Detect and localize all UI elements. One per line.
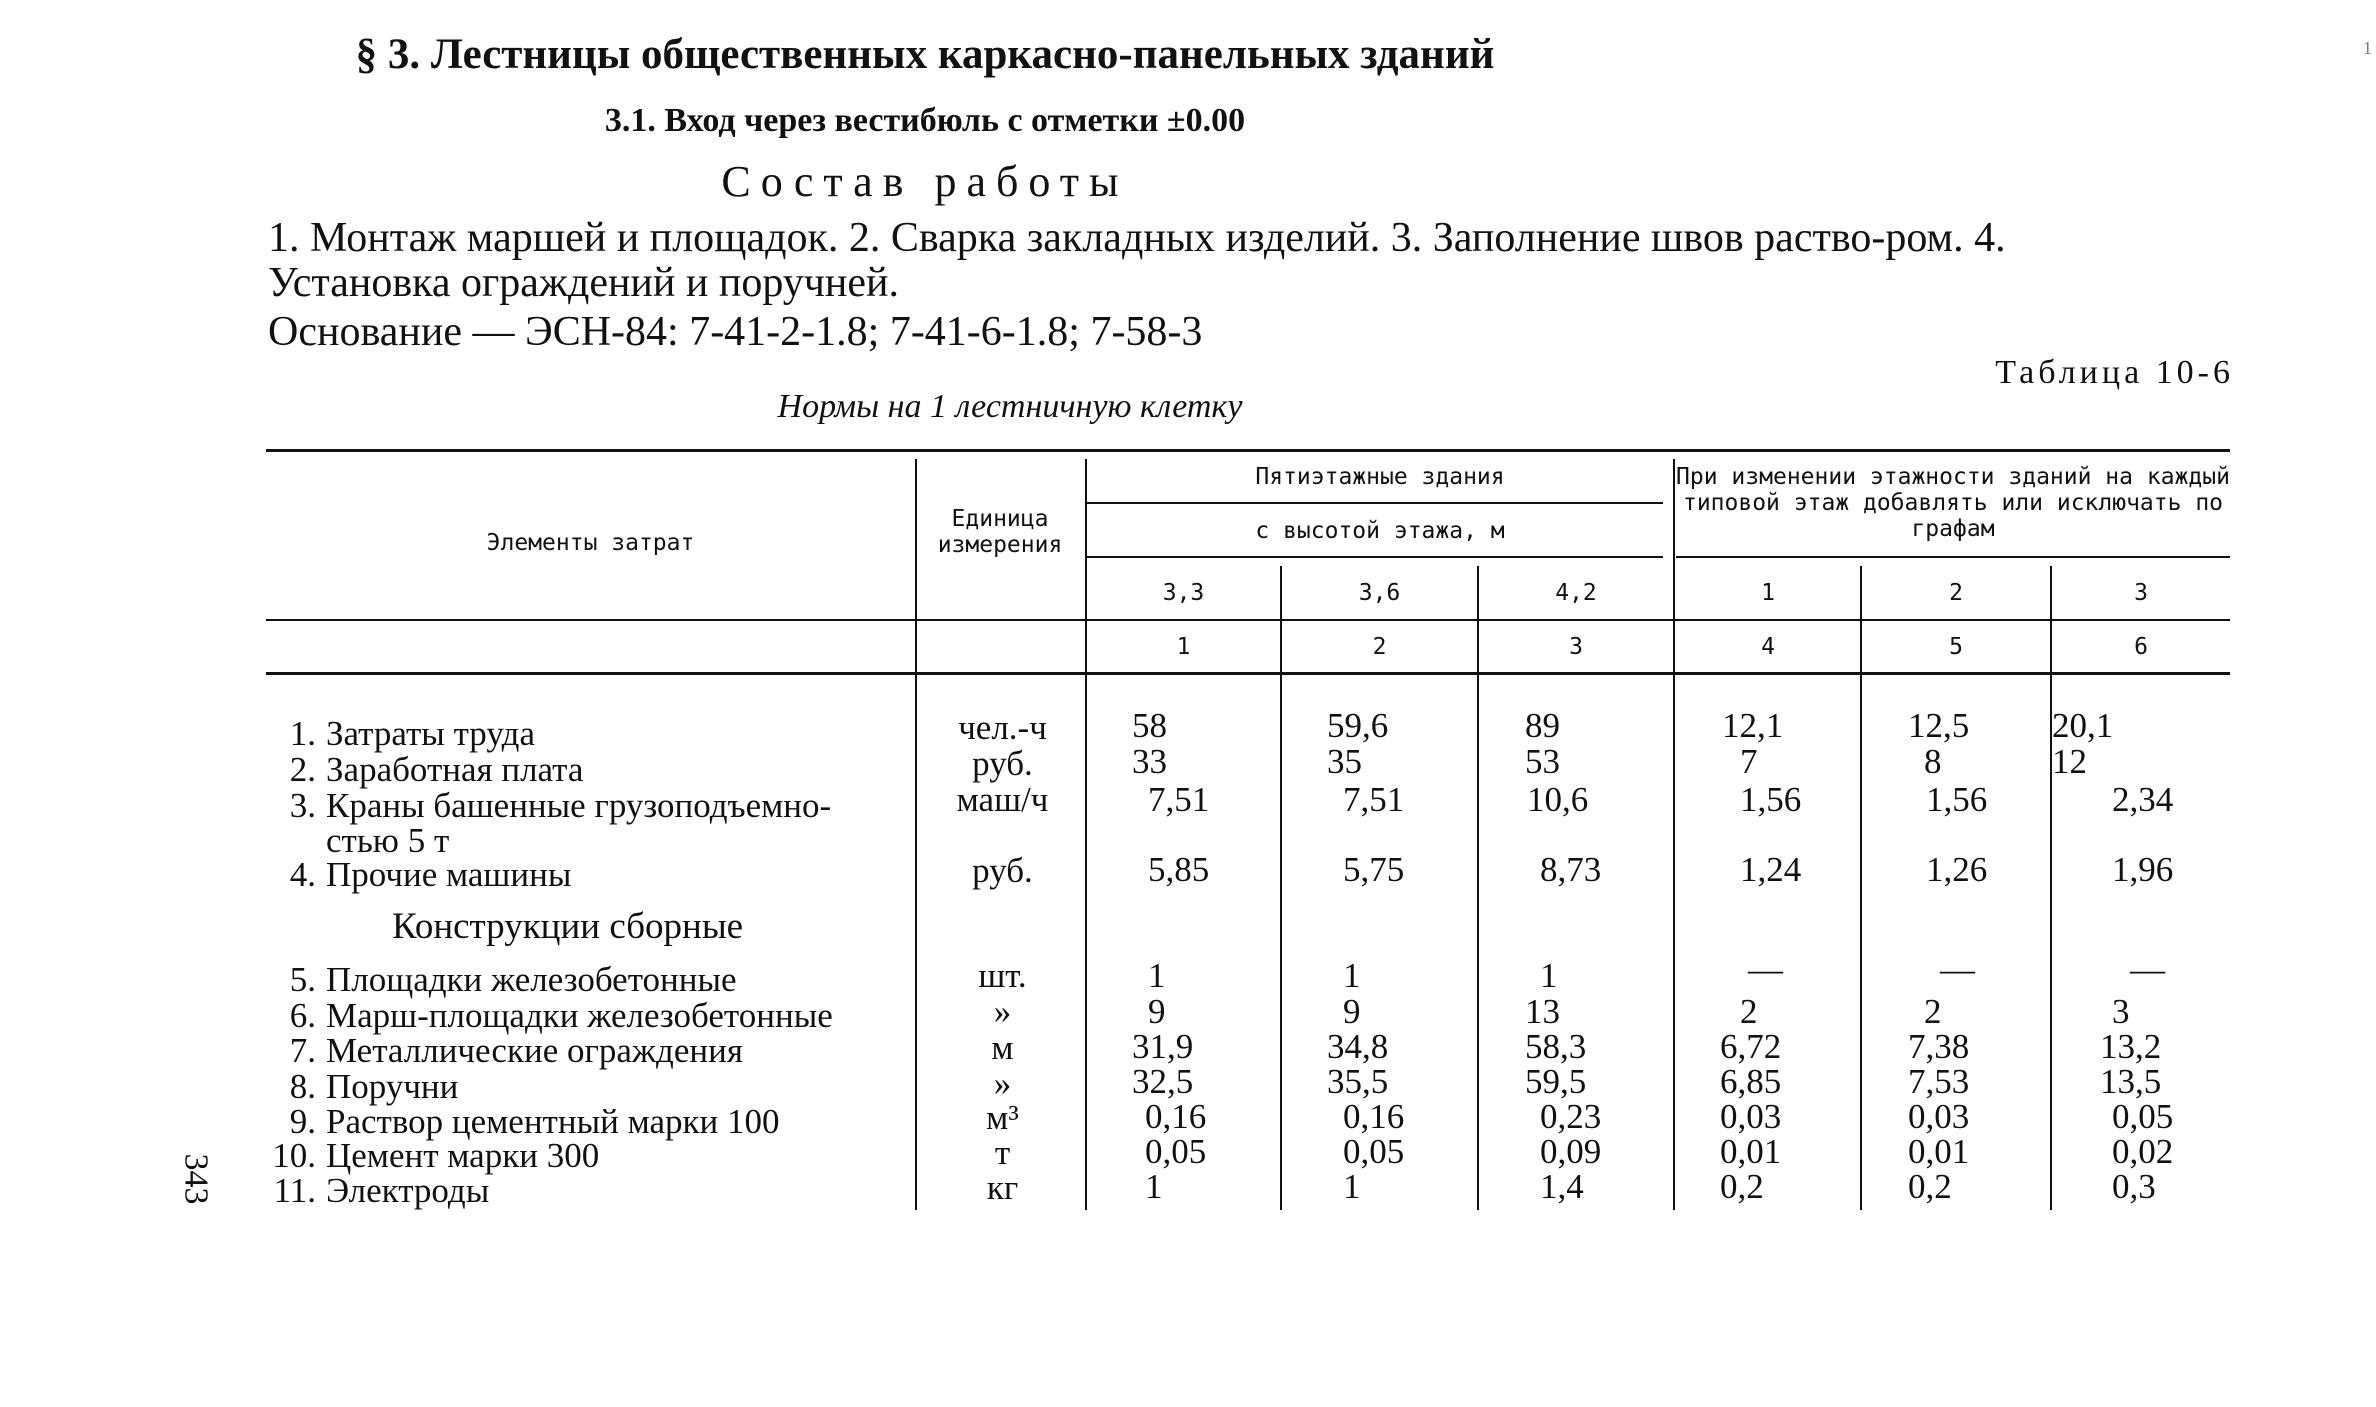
basis-line: Основание — ЭСН-84: 7-41-2-1.8; 7-41-6-1.8; 7-58-3 [268,309,1203,355]
row-number: 3. [289,786,316,825]
row-unit: кг [986,1168,1019,1207]
row-name [258,1069,458,1105]
table-caption: Нормы на 1 лестничную клетку [777,388,1243,425]
value-cell: 12,5 [1908,706,1970,745]
value-cell: 8 [1924,742,1942,781]
row-number: 6. [289,996,316,1035]
header-height-3-6: 3,6 [1358,580,1401,606]
value-cell: 1,4 [1540,1167,1584,1206]
row-label: Площадки железобетонные [326,960,737,999]
value-cell: 0,2 [1908,1167,1952,1206]
row-label: Краны башенные грузоподъемно- [326,786,832,825]
row-name [258,1104,780,1140]
row-unit: руб. [972,744,1033,783]
row-unit: » [993,1064,1012,1103]
value-cell: 0,3 [2112,1167,2156,1206]
row-unit: м [991,1028,1014,1067]
row-label: Электроды [326,1171,490,1210]
value-cell: 1,24 [1740,850,1802,889]
value-cell: 13 [1525,992,1560,1031]
value-cell: 34,8 [1327,1027,1389,1066]
value-cell: 7,38 [1908,1027,1970,1066]
row-label: Раствор цементный марки 100 [326,1102,780,1141]
row-unit: маш/ч [956,780,1049,819]
value-cell: 0,05 [1343,1132,1405,1171]
value-cell: 6,85 [1720,1062,1782,1101]
col-number-3: 3 [1569,634,1583,660]
value-cell: — [1748,950,1783,989]
value-cell: — [1940,950,1975,989]
value-cell: 32,5 [1132,1062,1194,1101]
value-cell: 1 [1145,1167,1163,1206]
value-cell: 8,73 [1540,850,1602,889]
row-number: 9. [289,1102,316,1141]
row-unit: шт. [978,956,1027,995]
col-number-1: 1 [1176,634,1191,660]
col-rule-6 [2050,566,2052,1210]
value-cell: 1 [1343,956,1361,995]
value-cell: 7,51 [1343,780,1405,819]
value-cell: 12,1 [1722,706,1784,745]
value-cell: 7,53 [1908,1062,1970,1101]
row-label: Затраты труда [326,714,535,753]
value-cell: 53 [1525,742,1560,781]
subsection-title: 3.1. Вход через вестибюль с отметки ±0.00 [604,102,1246,139]
table-top-rule [266,449,2230,452]
value-cell: 20,1 [2052,706,2114,745]
value-cell: 1,96 [2112,850,2174,889]
value-cell: 7,51 [1148,780,1210,819]
value-cell: 9 [1343,992,1361,1031]
value-cell: 9 [1148,992,1166,1031]
row-number: 1. [289,714,316,753]
row-number: 8. [289,1067,316,1106]
col-number-2: 2 [1372,634,1387,660]
value-cell: 1,26 [1926,850,1988,889]
row-name [258,1173,489,1209]
value-cell: 31,9 [1132,1027,1194,1066]
col-rule-2 [1280,566,1282,1210]
row-label: Поручни [326,1067,459,1106]
section-title: § 3. Лестницы общественных каркасно-панельных зданий [355,31,1495,78]
value-cell: 33 [1132,742,1167,781]
header-rule-five-story [1087,502,1663,504]
header-height-4-2: 4,2 [1555,580,1597,606]
row-unit: руб. [972,851,1033,890]
value-cell: 3 [2112,992,2130,1031]
header-bottom-rule [266,672,2230,675]
value-cell: 5,75 [1343,850,1405,889]
header-unit: Единица измерения [937,506,1063,558]
value-cell: 12 [2052,742,2087,781]
value-cell: 1 [1343,1167,1361,1206]
value-cell: 0,2 [1720,1167,1764,1206]
header-floor-change: При изменении этажности зданий на каждый типовой этаж добавлять или исключать по графам [1676,464,2230,542]
value-cell: 1,56 [1740,780,1802,819]
row-number: 2. [289,750,316,789]
col-number-4: 4 [1761,634,1775,660]
row-name [258,716,535,752]
row-name [258,998,833,1034]
work-heading: Состав работы [721,157,1129,206]
col-rule-5 [1860,566,1862,1210]
row-unit: чел.-ч [958,708,1047,747]
header-rule-heights [266,619,2230,621]
row-number: 11. [273,1171,316,1210]
value-cell: 7 [1740,742,1758,781]
value-cell: 2,34 [2112,780,2174,819]
value-cell: 0,01 [1720,1132,1782,1171]
row-number: 10. [272,1136,316,1175]
value-cell: 0,16 [1343,1097,1405,1136]
value-cell: 2 [1924,992,1942,1031]
col-rule-4 [1673,459,1675,1210]
row-name [258,1138,599,1174]
col-number-6: 6 [2134,634,2148,660]
row-unit: » [993,992,1012,1031]
value-cell: 35,5 [1327,1062,1389,1101]
value-cell: 13,5 [2100,1062,2162,1101]
value-cell: 0,03 [1908,1097,1970,1136]
row-label: Цемент марки 300 [326,1136,600,1175]
row-label: Прочие машины [326,855,572,894]
row-number: 7. [289,1031,316,1070]
row-name [258,857,571,893]
row-label: Металлические ограждения [326,1031,743,1070]
row-label-continuation: стью 5 т [326,821,450,860]
value-cell: 0,23 [1540,1097,1602,1136]
value-cell: 58,3 [1525,1027,1587,1066]
page-number: 343 [177,1153,215,1205]
header-rule-floor-height [1087,556,1663,558]
value-cell: 0,05 [1145,1132,1207,1171]
value-cell: 2 [1740,992,1758,1031]
table-label: Таблица 10-6 [1995,354,2234,391]
value-cell: 5,85 [1148,850,1210,889]
header-change-col-2: 2 [1949,580,1963,606]
value-cell: 35 [1327,742,1362,781]
row-unit: м³ [986,1098,1019,1137]
row-name [258,962,737,998]
header-elements: Элементы затрат [486,530,695,556]
value-cell: 58 [1132,706,1167,745]
row-number: 5. [289,960,316,999]
corner-mark: 1 [2363,38,2372,58]
row-label: Марш-площадки железобетонные [326,996,833,1035]
row-name [258,1033,743,1069]
value-cell: 1,56 [1926,780,1988,819]
value-cell: 0,16 [1145,1097,1207,1136]
value-cell: 13,2 [2100,1027,2162,1066]
row-label: Заработная плата [326,750,584,789]
col-rule-3 [1477,566,1479,1210]
value-cell: 59,6 [1327,706,1389,745]
value-cell: 0,01 [1908,1132,1970,1171]
row-unit: т [994,1133,1011,1172]
value-cell: 89 [1525,706,1560,745]
row-name [258,752,583,788]
header-height-3-3: 3,3 [1162,580,1205,606]
value-cell: 10,6 [1527,780,1589,819]
header-five-story: Пятиэтажные здания [1255,464,1505,490]
value-cell: 0,05 [2112,1097,2174,1136]
value-cell: 59,5 [1525,1062,1587,1101]
value-cell: 1 [1540,956,1558,995]
work-description: 1. Монтаж маршей и площадок. 2. Сварка закладных изделий. 3. Заполнение швов раство-ром. 4. Установка ограждений и поручней. [268,215,2006,306]
value-cell: 0,09 [1540,1132,1602,1171]
row-name [258,788,831,824]
header-change-col-3: 3 [2134,580,2148,606]
value-cell: 0,02 [2112,1132,2174,1171]
value-cell: — [2130,950,2165,989]
header-rule-floor-change [1676,556,2230,558]
group-title: Конструкции сборные [392,906,744,947]
header-change-col-1: 1 [1761,580,1775,606]
value-cell: 1 [1148,956,1166,995]
value-cell: 0,03 [1720,1097,1782,1136]
header-floor-height: с высотой этажа, м [1255,518,1505,544]
value-cell: 6,72 [1720,1027,1782,1066]
col-number-5: 5 [1949,634,1963,660]
row-number: 4. [289,855,316,894]
